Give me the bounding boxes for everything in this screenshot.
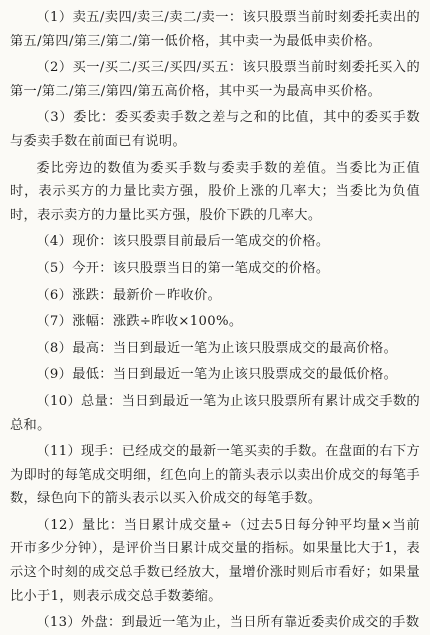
paragraph-2: （2）买一/买二/买三/买四/买五：该只股票当前时刻委托买入的第一/第二/第三/第四/第五高价格，其中买一为最高申买价格。 xyxy=(10,60,420,99)
paragraph-5: （4）现价：该只股票目前最后一笔成交的价格。 xyxy=(36,234,330,250)
paragraph-6: （5）今开：该只股票当日的第一笔成交的价格。 xyxy=(36,260,330,276)
paragraph-10: （9）最低：当日到最近一笔为止该只股票成交的最低价格。 xyxy=(36,367,398,383)
paragraph-9: （8）最高：当日到最近一笔为止该只股票成交的最高价格。 xyxy=(36,340,398,356)
paragraph-1: （1）卖五/卖四/卖三/卖二/卖一：该只股票当前时刻委托卖出的第五/第四/第三/第二/第一低价格，其中卖一为最低申卖价格。 xyxy=(10,10,420,49)
paragraph-3: （3）委比：委买委卖手数之差与之和的比值，其中的委买手数与委卖手数在前面已有说明。 xyxy=(10,110,420,149)
paragraph-7: （6）涨跌：最新价－昨收价。 xyxy=(36,287,222,303)
paragraph-11: （10）总量：当日到最近一笔为止该只股票所有累计成交手数的总和。 xyxy=(10,393,420,433)
paragraph-8: （7）涨幅：涨跌÷昨收×100%。 xyxy=(36,314,243,330)
paragraph-14: （13）外盘：到最近一笔为止，当日所有靠近委卖价成交的手数 xyxy=(36,615,420,631)
paragraph-12: （11）现手：已经成交的最新一笔买卖的手数。在盘面的右下方为即时的每笔成交明细，红色向上的箭头表示以卖出价成交的每笔手数，绿色向下的箭头表示以买入价成交的每笔手数。 xyxy=(10,444,420,507)
paragraph-13: （12）量比：当日累计成交量÷（过去5日每分钟平均量×当前开市多少分钟），是评价当日累计成交量的指标。如果量比大于1，表示这个时刻的成交总手数已经放大，量增价涨时则后市看好；如果量比小于1，则表示成交总手数萎缩。 xyxy=(10,517,420,604)
paragraph-4: 委比旁边的数值为委买手数与委卖手数的差值。当委比为正值时，表示买方的力量比卖方强，股价上涨的几率大；当委比为负值时，表示卖方的力量比买方强，股价下跌的几率大。 xyxy=(10,160,420,223)
